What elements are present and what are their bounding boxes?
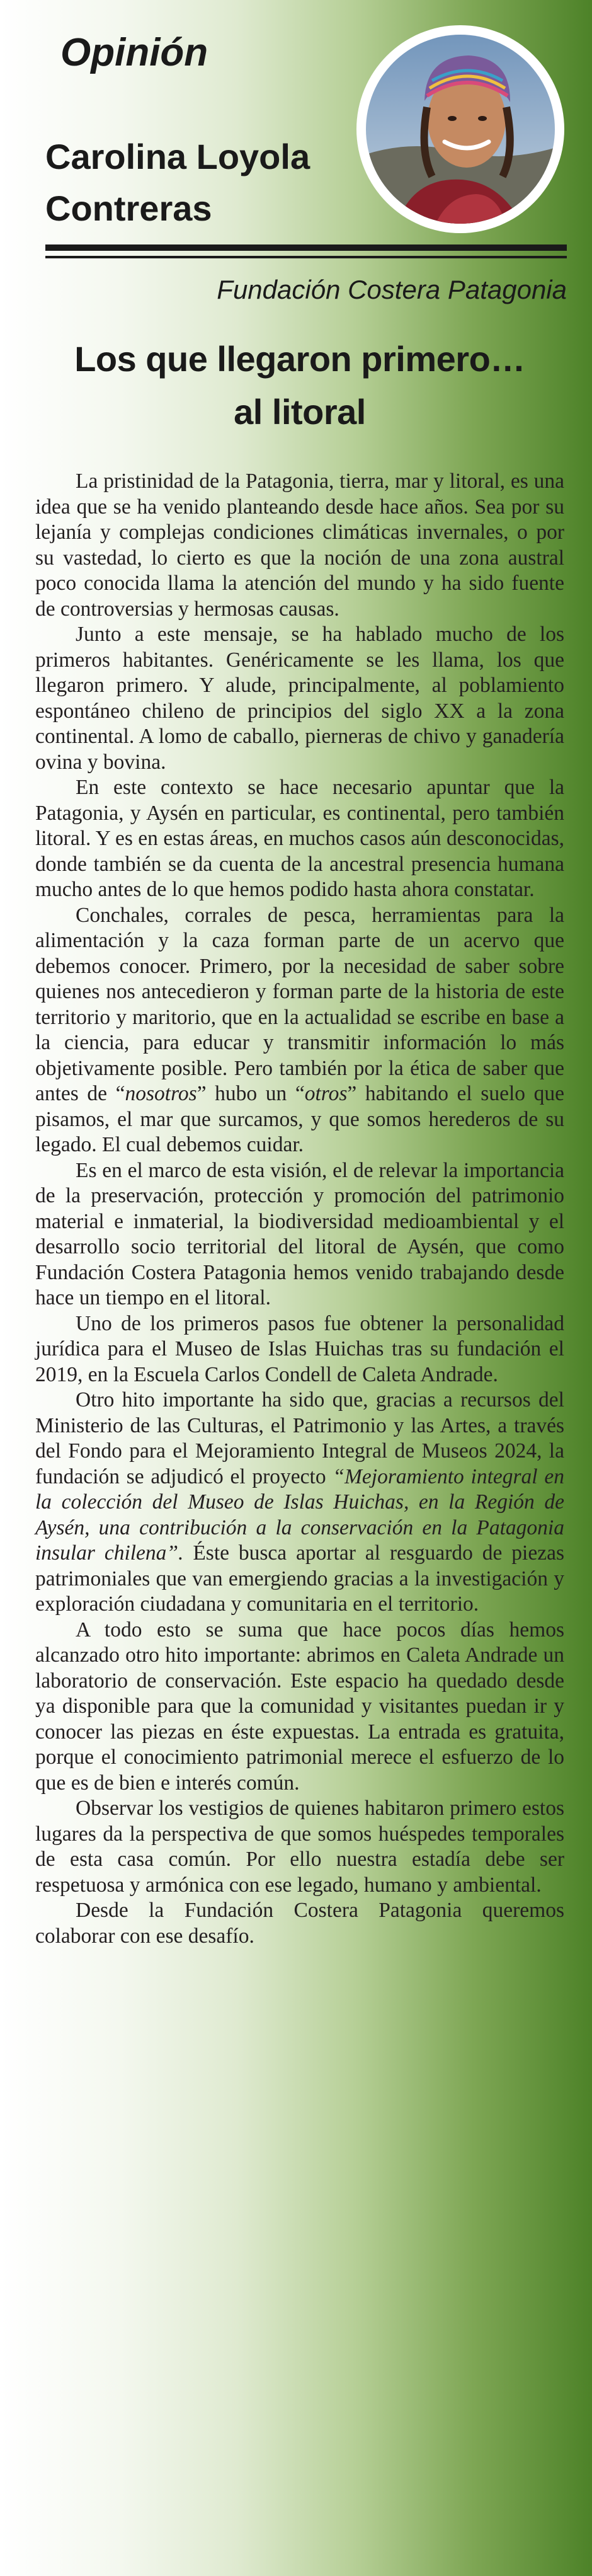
author-name-line-2: Contreras — [45, 188, 212, 228]
paragraph-4-text-b: ” hubo un “ — [196, 1082, 305, 1105]
paragraph-7-text-a: Otro hito importante ha sido que, gracias a recursos del Ministerio de las Culturas, el Patrimonio y las Artes, a través del Fondo para el Mejoramiento Integral de Museos 2024, la fundación se adjudicó el proyecto — [35, 1388, 564, 1488]
paragraph-2: Junto a este mensaje, se ha hablado mucho de los primeros habitantes. Genéricamente se les llama, los que llegaron primero. Y alude, principalmente, al poblamiento espontáneo chileno de principios del siglo XX a la zona continental. A lomo de caballo, pierneras de chivo y ganadería ovina y bovina. — [35, 623, 564, 774]
article-title-line-2: al litoral — [234, 392, 366, 432]
paragraph-10: Desde la Fundación Costera Patagonia queremos colaborar con ese desafío. — [35, 1899, 564, 1948]
paragraph-1: La pristinidad de la Patagonia, tierra, mar y litoral, es una idea que se ha venido planteando desde hace años. Sea por su lejanía y complejas condiciones climáticas invernales, o por su vastedad, lo cierto es que la noción de una zona austral poco conocida llama la atención del mundo y ha sido fuente de controversias y hermosas causas. — [35, 469, 564, 621]
article-title-line-1: Los que llegaron primero… — [74, 339, 525, 379]
author-name-line-1: Carolina Loyola — [45, 137, 310, 176]
paragraph-7 — [35, 1388, 564, 1618]
paragraph-7-text-b: Éste busca aportar al resguardo de piezas patrimoniales que van emergiendo gracias a la investigación y exploración ciudadana y comunitaria en el territorio. — [35, 1541, 564, 1616]
paragraph-3: En este contexto se hace necesario apuntar que la Patagonia, y Aysén en particular, es continental, pero también litoral. Y es en estas áreas, en muchos casos aún desconocidas, donde también se da cuenta de la ancestral presencia humana mucho antes de lo que hemos podido hasta ahora constatar. — [35, 776, 564, 901]
author-affiliation: Fundación Costera Patagonia — [217, 275, 567, 304]
paragraph-4 — [35, 903, 564, 1158]
header-rule-thick — [45, 244, 567, 251]
author-name — [45, 131, 373, 234]
paragraph-8: A todo esto se suma que hace pocos días hemos alcanzado otro hito importante: abrimos en Caleta Andrade un laboratorio de conservación. Este espacio ha quedado desde ya disponible para que la comunidad y visitantes puedan ir y conocer las piezas en éste expuestas. La entrada es gratuita, porque el conocimiento patrimonial merece el esfuerzo de lo que es de bien e interés común. — [35, 1618, 564, 1795]
paragraph-9: Observar los vestigios de quienes habitaron primero estos lugares da la perspectiva de que somos huéspedes temporales de esta casa común. Por ello nuestra estadía debe ser respetuosa y armónica con ese legado, humano y ambiental. — [35, 1797, 564, 1897]
paragraph-6: Uno de los primeros pasos fue obtener la personalidad jurídica para el Museo de Islas Huichas tras su fundación el 2019, en la Escuela Carlos Condell de Caleta Andrade. — [35, 1311, 564, 1386]
author-photo — [356, 25, 564, 233]
paragraph-4-emphasis-nosotros: nosotros — [125, 1082, 197, 1105]
paragraph-4-emphasis-otros: otros — [304, 1082, 348, 1105]
article-title — [35, 333, 564, 439]
paragraph-4-text-c: ” habitando el suelo que pisamos, el mar que surcamos, y que somos herederos de su legado. El cual debemos cuidar. — [35, 1082, 564, 1156]
article-body — [35, 469, 564, 1949]
paragraph-7-project-title: “Mejoramiento integral en la colección del Museo de Islas Huichas, en la Región de Aysén, una contribución a la conservación en la Patagonia insular chilena”. — [35, 1464, 564, 1565]
paragraph-5: Es en el marco de esta visión, el de relevar la importancia de la preservación, protección y promoción del patrimonio material e inmaterial, la biodiversidad medioambiental y el desarrollo socio territorial del litoral de Aysén, que como Fundación Costera Patagonia hemos venido trabajando desde hace un tiempo en el litoral. — [35, 1158, 564, 1309]
header-rule-thin — [45, 256, 567, 258]
section-label: Opinión — [60, 31, 208, 74]
paragraph-4-text-a: Conchales, corrales de pesca, herramientas para la alimentación y la caza forman parte de un acervo que debemos conocer. Primero, por la necesidad de saber sobre quienes nos antecedieron y forman parte de la historia de este territorio y maritorio, que en la actualidad se escribe en base a la ciencia, para educar y transmitir información lo más objetivamente posible. Pero también por la ética de saber que antes de “ — [35, 903, 564, 1105]
